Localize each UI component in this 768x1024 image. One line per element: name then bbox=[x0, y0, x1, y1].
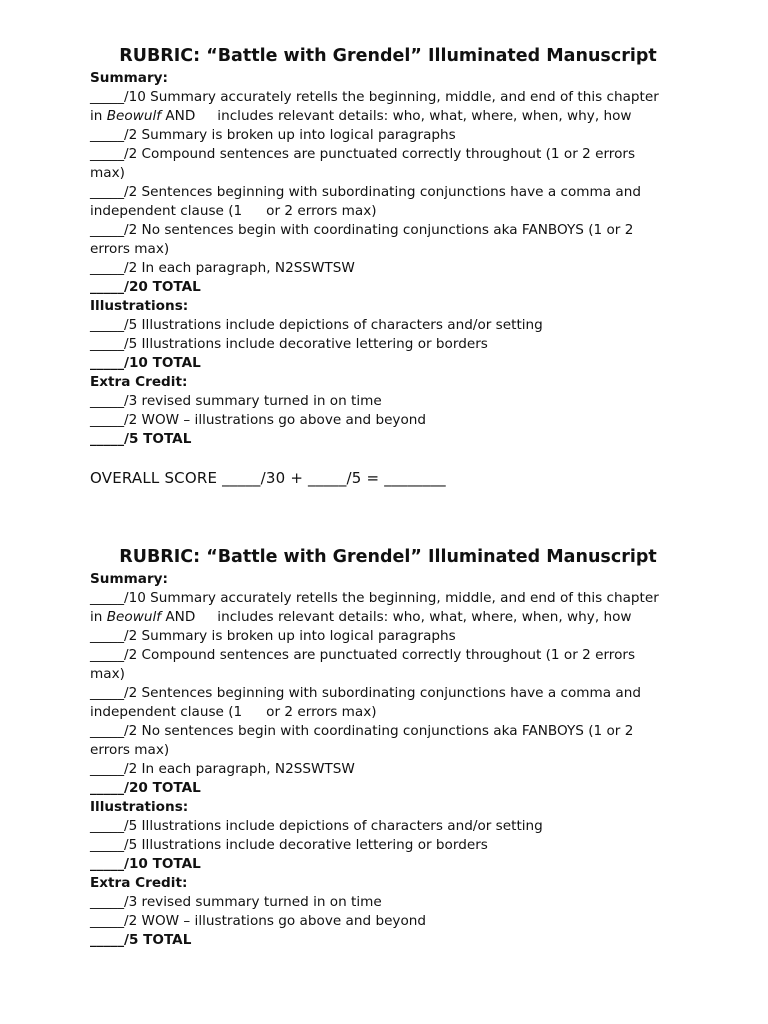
criterion-summary-retell: _____/10 Summary accurately retells the beginning, middle, and end of this chapter bbox=[90, 590, 659, 606]
criterion-summary-retell-cont bbox=[90, 107, 690, 126]
criterion-on-time: _____/3 revised summary turned in on time bbox=[90, 894, 382, 910]
criterion-fanboys-cont: errors max) bbox=[90, 241, 170, 257]
criterion-subordinating: _____/2 Sentences beginning with subordinating conjunctions have a comma and bbox=[90, 685, 641, 701]
text-segment: independent clause (1 bbox=[90, 704, 243, 720]
text-segment: in bbox=[90, 609, 107, 625]
criterion-subordinating-cont bbox=[90, 202, 690, 221]
text-segment: includes relevant details: who, what, where, when, why, how bbox=[217, 609, 632, 625]
criterion-depictions: _____/5 Illustrations include depictions of characters and/or setting bbox=[90, 818, 543, 834]
criterion-fanboys: _____/2 No sentences begin with coordinating conjunctions aka FANBOYS (1 or 2 bbox=[90, 723, 634, 739]
criterion-n2sswtsw: _____/2 In each paragraph, N2SSWTSW bbox=[90, 260, 355, 276]
illustrations-heading: Illustrations: bbox=[90, 298, 189, 314]
text-segment: AND bbox=[161, 609, 196, 625]
criterion-decorative: _____/5 Illustrations include decorative lettering or borders bbox=[90, 336, 488, 352]
illustrations-total: _____/10 TOTAL bbox=[90, 856, 201, 872]
book-title: Beowulf bbox=[106, 609, 162, 625]
rubric-title: RUBRIC: “Battle with Grendel” Illuminated Manuscript bbox=[119, 46, 657, 66]
rubric-1 bbox=[90, 44, 690, 488]
criterion-subordinating: _____/2 Sentences beginning with subordinating conjunctions have a comma and bbox=[90, 184, 641, 200]
text-segment: or 2 errors max) bbox=[266, 704, 377, 720]
rubric-2 bbox=[90, 545, 690, 950]
summary-total: _____/20 TOTAL bbox=[90, 279, 201, 295]
criterion-compound-sentences: _____/2 Compound sentences are punctuated correctly throughout (1 or 2 errors bbox=[90, 146, 636, 162]
criterion-wow: _____/2 WOW – illustrations go above and beyond bbox=[90, 913, 427, 929]
criterion-wow: _____/2 WOW – illustrations go above and beyond bbox=[90, 412, 427, 428]
extra-credit-heading: Extra Credit: bbox=[90, 374, 188, 390]
criterion-fanboys-cont: errors max) bbox=[90, 742, 170, 758]
summary-total: _____/20 TOTAL bbox=[90, 780, 201, 796]
criterion-summary-retell: _____/10 Summary accurately retells the beginning, middle, and end of this chapter bbox=[90, 89, 659, 105]
extra-credit-heading: Extra Credit: bbox=[90, 875, 188, 891]
illustrations-total: _____/10 TOTAL bbox=[90, 355, 201, 371]
rubric-title: RUBRIC: “Battle with Grendel” Illuminated Manuscript bbox=[119, 547, 657, 567]
criterion-compound-sentences-cont: max) bbox=[90, 165, 125, 181]
criterion-depictions: _____/5 Illustrations include depictions of characters and/or setting bbox=[90, 317, 543, 333]
summary-heading: Summary: bbox=[90, 571, 168, 587]
text-segment: includes relevant details: who, what, where, when, why, how bbox=[217, 108, 632, 124]
overall-score: OVERALL SCORE _____/30 + _____/5 = ________ bbox=[90, 469, 446, 487]
criterion-summary-retell-cont bbox=[90, 608, 690, 627]
text-segment: or 2 errors max) bbox=[266, 203, 377, 219]
extra-credit-total: _____/5 TOTAL bbox=[90, 431, 192, 447]
criterion-on-time: _____/3 revised summary turned in on time bbox=[90, 393, 382, 409]
criterion-compound-sentences-cont: max) bbox=[90, 666, 125, 682]
criterion-fanboys: _____/2 No sentences begin with coordinating conjunctions aka FANBOYS (1 or 2 bbox=[90, 222, 634, 238]
text-segment: independent clause (1 bbox=[90, 203, 243, 219]
criterion-subordinating-cont bbox=[90, 703, 690, 722]
text-segment: AND bbox=[161, 108, 196, 124]
illustrations-heading: Illustrations: bbox=[90, 799, 189, 815]
text-segment: in bbox=[90, 108, 107, 124]
criterion-paragraphs: _____/2 Summary is broken up into logical paragraphs bbox=[90, 628, 456, 644]
criterion-n2sswtsw: _____/2 In each paragraph, N2SSWTSW bbox=[90, 761, 355, 777]
summary-heading: Summary: bbox=[90, 70, 168, 86]
criterion-decorative: _____/5 Illustrations include decorative lettering or borders bbox=[90, 837, 488, 853]
book-title: Beowulf bbox=[106, 108, 162, 124]
criterion-compound-sentences: _____/2 Compound sentences are punctuated correctly throughout (1 or 2 errors bbox=[90, 647, 636, 663]
extra-credit-total: _____/5 TOTAL bbox=[90, 932, 192, 948]
criterion-paragraphs: _____/2 Summary is broken up into logical paragraphs bbox=[90, 127, 456, 143]
